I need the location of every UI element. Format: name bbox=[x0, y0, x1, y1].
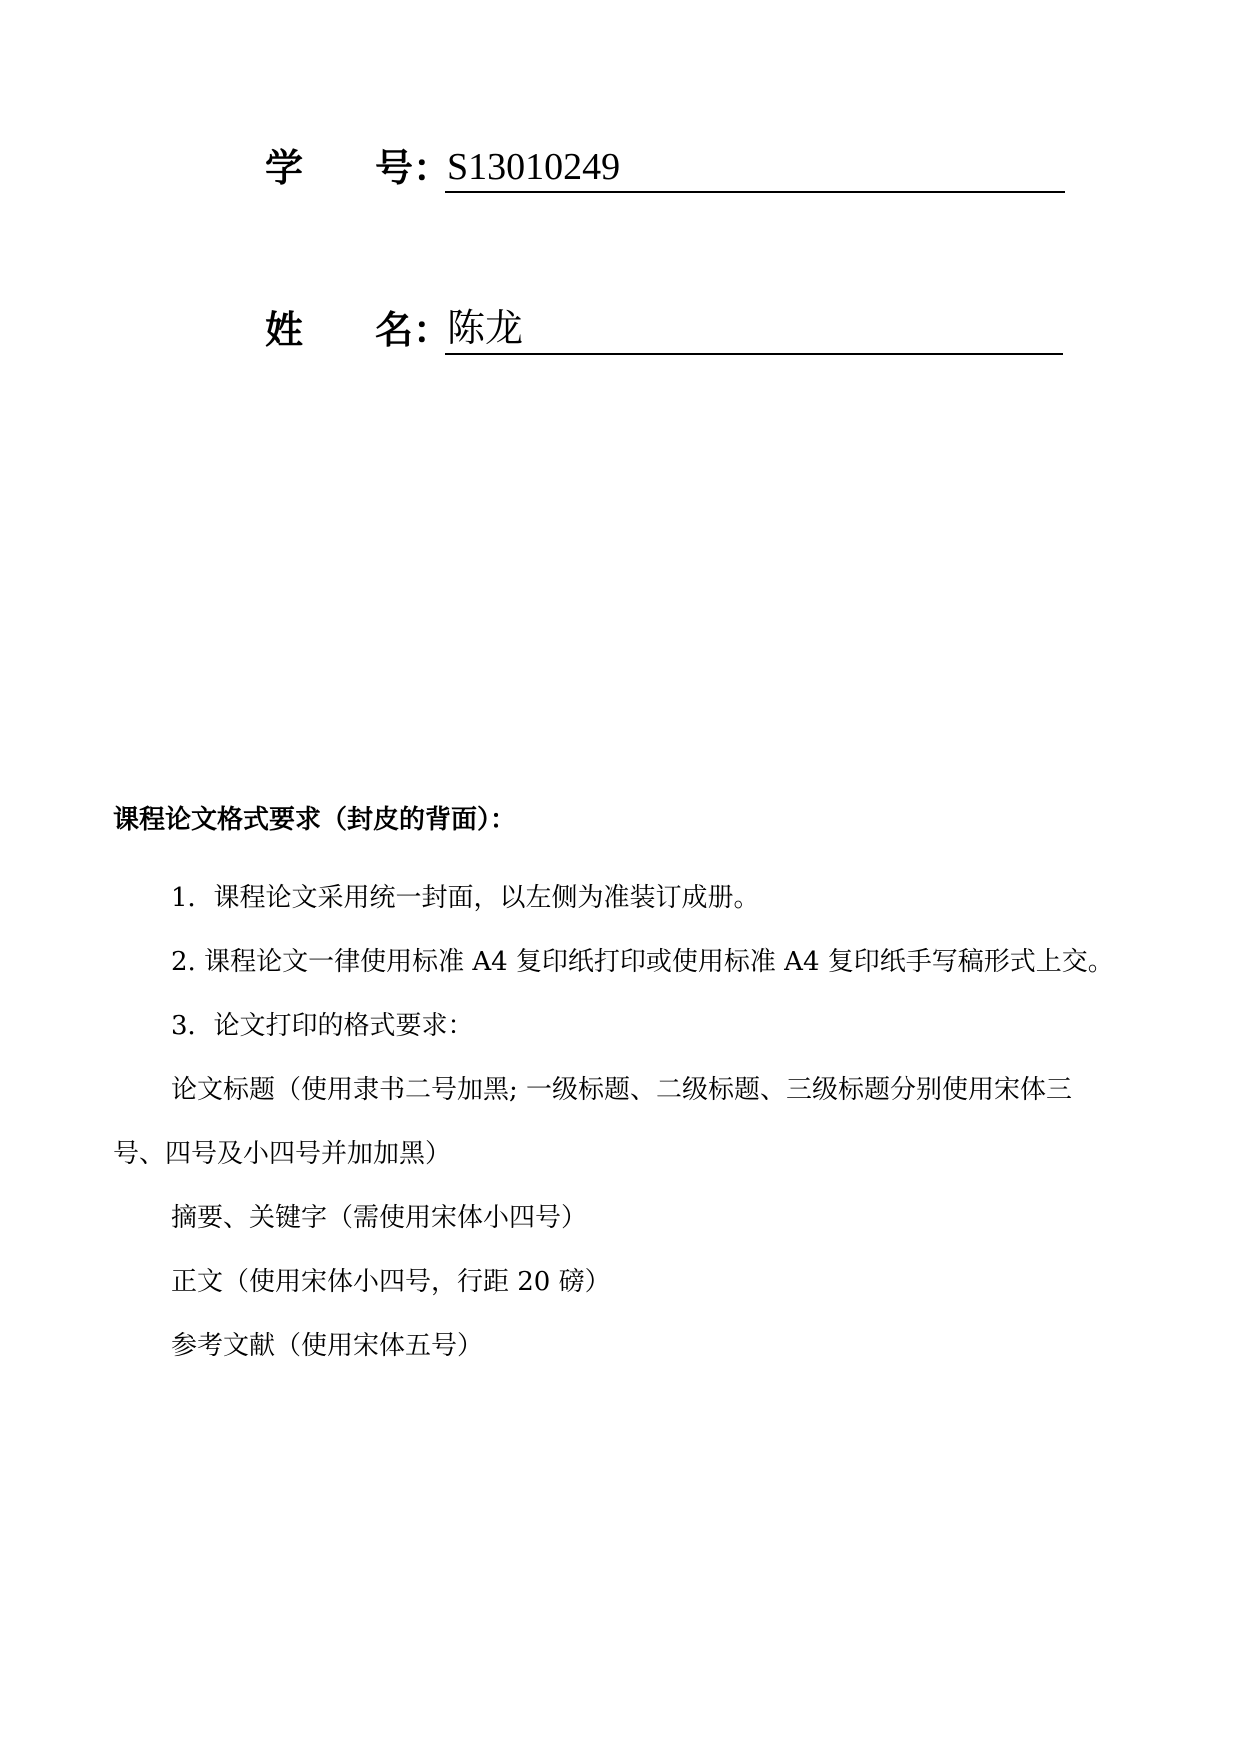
requirement-item-references-format: 参考文献（使用宋体五号） bbox=[171, 1331, 484, 1361]
student-name-label-char-2: 名 bbox=[375, 308, 414, 352]
student-id-label bbox=[265, 143, 452, 193]
requirement-item-3: 3．论文打印的格式要求： bbox=[171, 1011, 474, 1041]
student-id-label-colon: ： bbox=[413, 146, 452, 190]
student-id-label-char-1: 学 bbox=[265, 146, 304, 190]
student-name-value: 陈龙 bbox=[445, 305, 1063, 355]
requirement-item-body-format: 正文（使用宋体小四号，行距 20 磅） bbox=[171, 1267, 611, 1297]
requirements-heading: 课程论文格式要求（封皮的背面）： bbox=[113, 805, 517, 835]
requirement-item-1: 1．课程论文采用统一封面，以左侧为准装订成册。 bbox=[171, 883, 760, 913]
student-name-label-colon: ： bbox=[413, 308, 452, 352]
student-name-label bbox=[265, 305, 452, 355]
student-name-field bbox=[265, 305, 1063, 355]
requirement-item-2: 2. 课程论文一律使用标准 A4 复印纸打印或使用标准 A4 复印纸手写稿形式上交。 bbox=[171, 947, 1114, 977]
student-id-field bbox=[265, 143, 1065, 193]
student-id-label-char-2: 号 bbox=[375, 146, 414, 190]
student-id-value: S13010249 bbox=[445, 143, 1065, 193]
requirements-list bbox=[113, 866, 1123, 1378]
student-name-label-char-1: 姓 bbox=[265, 308, 304, 352]
requirement-item-title-format: 论文标题（使用隶书二号加黑; 一级标题、二级标题、三级标题分别使用宋体三号、四号及小四号并加加黑） bbox=[113, 1075, 1073, 1169]
requirement-item-abstract-format: 摘要、关键字（需使用宋体小四号） bbox=[171, 1203, 588, 1233]
